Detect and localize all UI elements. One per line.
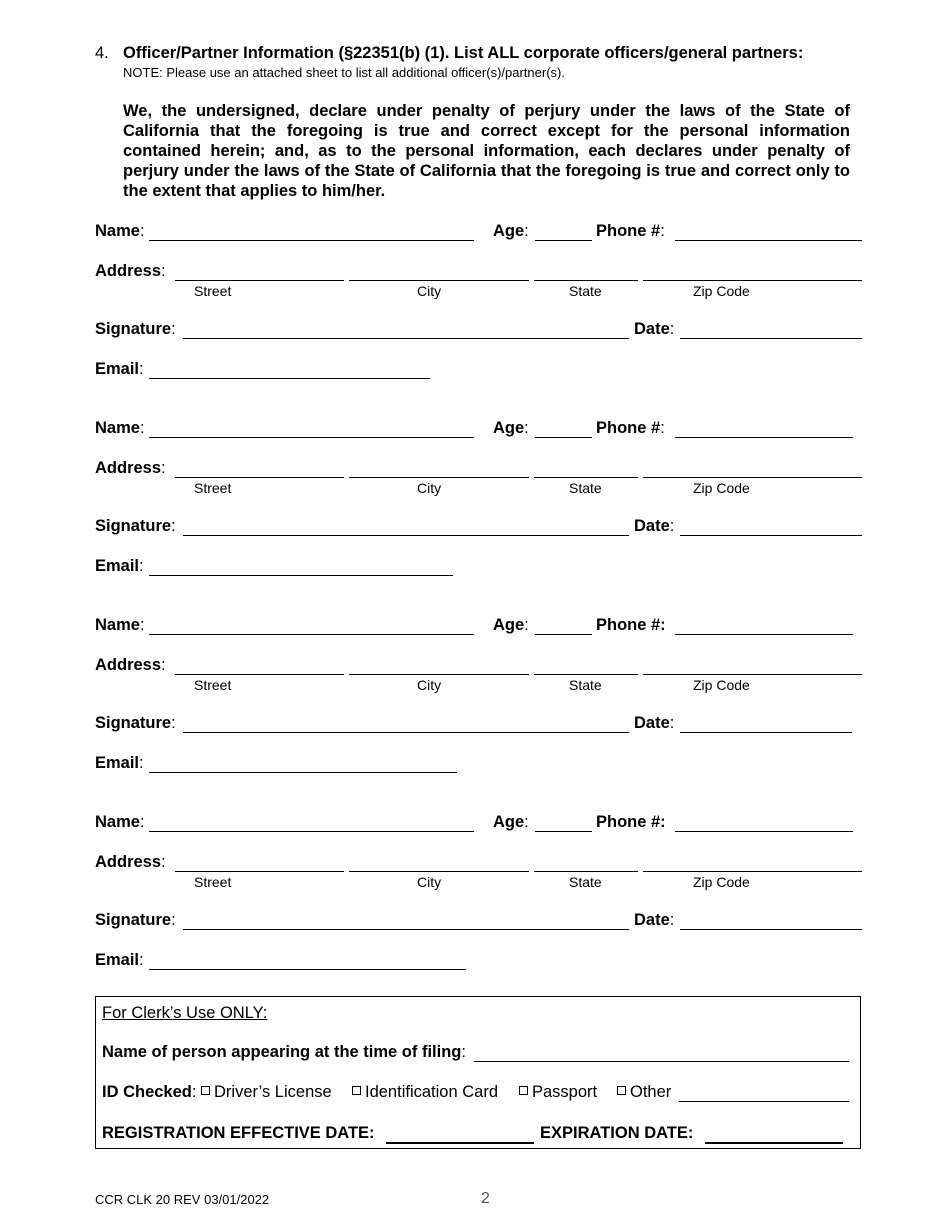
filing-person-label: Name of person appearing at the time of filing:: [102, 1043, 466, 1061]
phone-label: Phone #:: [596, 419, 665, 437]
age-field[interactable]: [535, 831, 592, 832]
identification-card-checkbox[interactable]: [352, 1086, 361, 1095]
city-caption: City: [417, 874, 442, 890]
zip-caption: Zip Code: [693, 283, 750, 299]
city-caption: City: [417, 480, 442, 496]
address-label: Address:: [95, 262, 166, 280]
section-title: Officer/Partner Information (§22351(b) (1). List ALL corporate officers/general partners:: [123, 44, 804, 62]
street-caption: Street: [194, 480, 232, 496]
state-caption: State: [569, 677, 602, 693]
state-caption: State: [569, 874, 602, 890]
phone-field[interactable]: [675, 831, 853, 832]
age-label: Age:: [493, 813, 529, 831]
email-label: Email:: [95, 557, 144, 575]
zip-caption: Zip Code: [693, 874, 750, 890]
address-label: Address:: [95, 656, 166, 674]
signature-label: Signature:: [95, 714, 176, 732]
date-field[interactable]: [680, 929, 862, 930]
signature-label: Signature:: [95, 517, 176, 535]
filing-person-field[interactable]: [474, 1061, 849, 1062]
expiration-date-field[interactable]: [705, 1142, 843, 1144]
city-caption: City: [417, 283, 442, 299]
other-id-field[interactable]: [679, 1101, 849, 1102]
state-caption: State: [569, 480, 602, 496]
name-label: Name:: [95, 813, 145, 831]
drivers-license-checkbox[interactable]: [201, 1086, 210, 1095]
email-label: Email:: [95, 951, 144, 969]
id-option-other[interactable]: Other: [613, 1083, 671, 1102]
email-label: Email:: [95, 754, 144, 772]
officer-block-3: [0, 394, 950, 772]
name-label: Name:: [95, 222, 145, 240]
id-option-drivers-license[interactable]: Driver’s License: [197, 1083, 332, 1102]
zip-caption: Zip Code: [693, 677, 750, 693]
other-checkbox[interactable]: [617, 1086, 626, 1095]
state-field[interactable]: [534, 871, 638, 872]
zip-caption: Zip Code: [693, 480, 750, 496]
section-note: NOTE: Please use an attached sheet to list all additional officer(s)/partner(s).: [123, 65, 565, 80]
name-field[interactable]: [149, 831, 474, 832]
address-label: Address:: [95, 853, 166, 871]
officer-block-4: [0, 591, 950, 969]
registration-effective-date-label: REGISTRATION EFFECTIVE DATE:: [102, 1124, 375, 1142]
date-label: Date:: [634, 517, 675, 535]
name-label: Name:: [95, 616, 145, 634]
street-caption: Street: [194, 283, 232, 299]
phone-label: Phone #:: [596, 222, 665, 240]
street-field[interactable]: [175, 871, 344, 872]
id-checked-row: ID Checked:: [102, 1083, 197, 1101]
officer-block-1: [0, 0, 950, 378]
phone-label: Phone #:: [596, 813, 666, 831]
form-code: CCR CLK 20 REV 03/01/2022: [95, 1192, 270, 1207]
clerk-use-box: [95, 996, 861, 1149]
section-number: 4.: [95, 44, 109, 62]
date-label: Date:: [634, 320, 675, 338]
address-label: Address:: [95, 459, 166, 477]
signature-label: Signature:: [95, 911, 176, 929]
id-option-passport[interactable]: Passport: [515, 1083, 597, 1102]
city-field[interactable]: [349, 871, 529, 872]
age-label: Age:: [493, 616, 529, 634]
phone-label: Phone #:: [596, 616, 666, 634]
date-label: Date:: [634, 911, 675, 929]
id-option-identification-card[interactable]: Identification Card: [348, 1083, 498, 1102]
state-caption: State: [569, 283, 602, 299]
email-label: Email:: [95, 360, 144, 378]
email-field[interactable]: [149, 969, 466, 970]
passport-checkbox[interactable]: [519, 1086, 528, 1095]
city-caption: City: [417, 677, 442, 693]
street-caption: Street: [194, 874, 232, 890]
expiration-date-label: EXPIRATION DATE:: [540, 1124, 694, 1142]
registration-effective-date-field[interactable]: [386, 1142, 534, 1144]
date-label: Date:: [634, 714, 675, 732]
name-label: Name:: [95, 419, 145, 437]
officer-block-2: [0, 197, 950, 575]
page-number: 2: [481, 1190, 490, 1207]
street-caption: Street: [194, 677, 232, 693]
perjury-declaration: We, the undersigned, declare under penalty of perjury under the laws of the State of California that the foregoing is true and correct except for the personal information contained herein; and, as to the personal information, each declares under penalty of perjury under the laws of the State of California that the foregoing is true and correct only to the extent that applies to him/her.: [123, 102, 850, 200]
signature-label: Signature:: [95, 320, 176, 338]
signature-field[interactable]: [183, 929, 629, 930]
age-label: Age:: [493, 419, 529, 437]
age-label: Age:: [493, 222, 529, 240]
zip-field[interactable]: [643, 871, 862, 872]
clerk-box-title: For Clerk’s Use ONLY:: [102, 1004, 268, 1022]
